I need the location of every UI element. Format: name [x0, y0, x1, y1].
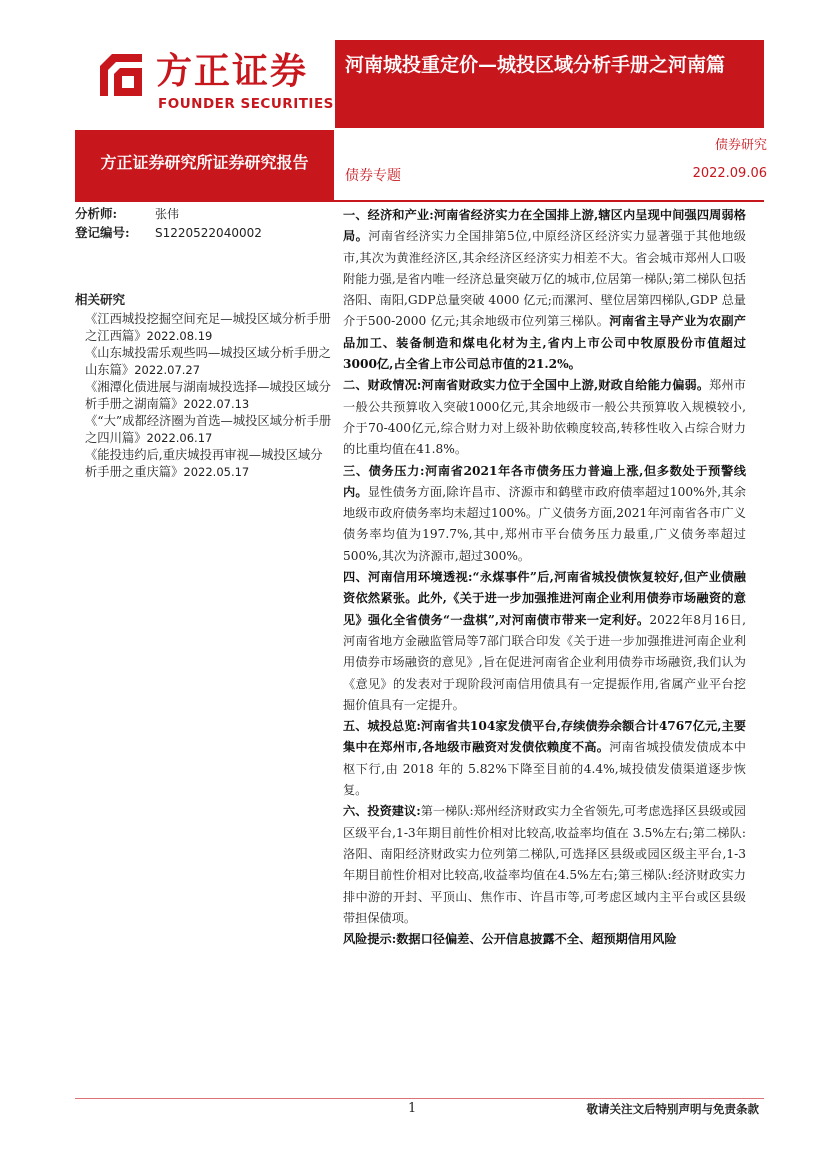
founder-logo-icon [98, 52, 144, 98]
report-category: 债券研究 [714, 138, 767, 153]
related-item[interactable]: 《湘潭化债进展与湖南城投选择—城投区域分析手册之湖南篇》2022.07.13 [85, 380, 331, 411]
analyst-label: 分析师: [75, 206, 118, 221]
footer-divider [75, 1098, 764, 1099]
institute-label: 方正证券研究所证券研究报告 [100, 153, 309, 172]
registration-row [75, 224, 334, 243]
related-item[interactable]: 《江西城投挖掘空间充足—城投区域分析手册之江西篇》2022.08.19 [85, 312, 331, 343]
section-overview: 五、城投总览:河南省共104家发债平台,存续债券余额合计4767亿元,主要集中在郑州市,各地级市融资对发债依赖度不高。河南省城投债发债成本中枢下行,由 2018 年的 5.82%下降至目前的4.4%,城投债发债渠道逐步恢复。 [343, 719, 746, 798]
analyst-row [75, 205, 334, 224]
report-subcategory: 债券专题 [345, 168, 401, 184]
logo-text-cn: 方正证券 [156, 51, 309, 92]
company-logo [70, 40, 340, 125]
header-divider [75, 200, 764, 202]
related-research-heading: 相关研究 [75, 292, 126, 307]
section-credit: 四、河南信用环境透视:“永煤事件”后,河南省城投债恢复较好,但产业债融资依然紧张。此外,《关于进一步加强推进河南企业利用债券市场融资的意见》强化全省债务“一盘棋”,对河南债市带来一定利好。2022年8月16日,河南省地方金融监管局等7部门联合印发《关于进一步加强推进河南企业利用债券市场融资的意见》,旨在促进河南省企业利用债券市场融资,我们认为《意见》的发表对于现阶段河南信用债具有一定提振作用,省属产业平台挖掘价值具有一定提升。 [343, 570, 746, 712]
sidebar [75, 205, 334, 481]
report-title: 河南城投重定价—城投区域分析手册之河南篇 [345, 54, 726, 76]
logo-text-en: FOUNDER SECURITIES [158, 96, 334, 112]
section-debt: 三、债务压力:河南省2021年各市债务压力普遍上涨,但多数处于预警线内。显性债务方面,除许昌市、济源市和鹤壁市政府债率超过100%外,其余地级市政府债务率均未超过100%。广义债务方面,2021年河南省各市广义债务率均值为197.7%,其中,郑州市平台债务压力最重,广义债务率超过 500%,其次为济源市,超过300%。 [343, 463, 747, 563]
analyst-name: 张伟 [155, 207, 180, 221]
report-date: 2022.09.06 [692, 166, 767, 181]
related-item[interactable]: 《“大”成都经济圈为首选—城投区域分析手册之四川篇》2022.06.17 [85, 414, 332, 445]
institute-banner [75, 130, 334, 200]
section-risk: 风险提示:数据口径偏差、公开信息披露不全、超预期信用风险 [343, 932, 677, 947]
title-banner [335, 40, 764, 128]
related-item[interactable]: 《山东城投需乐观些吗—城投区域分析手册之山东篇》2022.07.27 [85, 346, 331, 377]
related-item[interactable]: 《能投违约后,重庆城投再审视—城投区域分析手册之重庆篇》2022.05.17 [85, 448, 323, 479]
registration-number: S1220522040002 [155, 226, 262, 240]
registration-label: 登记编号: [75, 225, 130, 240]
page-number: 1 [408, 1101, 417, 1116]
section-economy: 一、经济和产业:河南省经济实力在全国排上游,辖区内呈现中间强四周弱格局。河南省经济实力全国排第5位,中原经济区经济实力显著强于其他地级市,其次为黄淮经济区,其余经济区经济实力相差不大。省会城市郑州人口吸附能力强,是省内唯一经济总量突破万亿的城市,位居第一梯队;第二梯队包括洛阳、南阳,GDP总量突破 4000 亿元;而漯河、壁位居第四梯队,GDP 总量介于500-2000 亿元;其余地级市位列第三梯队。河南省主导产业为农副产品加工、装备制造和煤电化材为主,省内上市公司中牧原股份市值超过3000亿,占全省上市公司总市值的21.2%。 [343, 208, 746, 372]
disclaimer-note: 敬请关注文后特别声明与免责条款 [586, 1102, 759, 1116]
section-finance: 二、财政情况:河南省财政实力位于全国中上游,财政自给能力偏弱。郑州市一般公共预算收入突破1000亿元,其余地级市一般公共预算收入规模较小,介于70-400亿元,综合财力对上级补助依赖度较高,转移性收入占综合财力的比重均值在41.8%。 [343, 378, 746, 457]
report-summary [343, 205, 746, 950]
section-advice: 六、投资建议:第一梯队:郑州经济财政实力全省领先,可考虑选择区县级或园区级平台,1-3年期目前性价相对比较高,收益率均值在 3.5%左右;第二梯队:洛阳、南阳经济财政实力位列第二梯队,可选择区县级或园区级主平台,1-3年期目前性价相对比较高,收益率均值在4.5%左右;第三梯队:经济财政实力排中游的开封、平顶山、焦作市、许昌市等,可考虑区域内主平台或区县级带担保债项。 [343, 804, 746, 925]
